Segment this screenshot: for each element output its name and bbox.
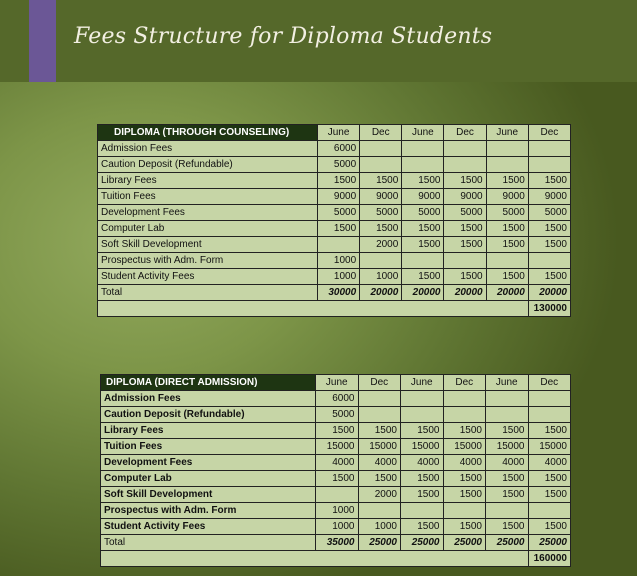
fee-value	[486, 503, 529, 519]
fee-label: Development Fees	[98, 205, 318, 221]
fee-value: 1000	[316, 519, 359, 535]
fee-value	[528, 503, 571, 519]
total-value: 20000	[528, 285, 570, 301]
fee-value: 9000	[360, 189, 402, 205]
fee-value	[443, 503, 486, 519]
fee-label: Prospectus with Adm. Form	[101, 503, 316, 519]
fee-label: Student Activity Fees	[101, 519, 316, 535]
grand-total-value: 130000	[528, 301, 570, 317]
fee-value	[528, 157, 570, 173]
fee-label: Tuition Fees	[101, 439, 316, 455]
fee-value: 1500	[360, 221, 402, 237]
grand-total-value: 160000	[528, 551, 571, 567]
column-header: June	[316, 375, 359, 391]
table-row	[101, 423, 571, 439]
fee-value: 1500	[528, 487, 571, 503]
fee-value: 1500	[444, 269, 486, 285]
total-value: 20000	[486, 285, 528, 301]
total-row	[98, 285, 571, 301]
table-row	[98, 205, 571, 221]
column-header: June	[402, 125, 444, 141]
grand-total-spacer	[98, 301, 529, 317]
fee-label: Caution Deposit (Refundable)	[98, 157, 318, 173]
fee-value: 1500	[486, 237, 528, 253]
fee-value	[443, 391, 486, 407]
fee-value	[444, 157, 486, 173]
fee-value	[316, 487, 359, 503]
fee-value: 1500	[402, 173, 444, 189]
fee-value: 1500	[360, 173, 402, 189]
fee-value: 1500	[402, 269, 444, 285]
fee-value	[360, 253, 402, 269]
fee-value: 4000	[358, 455, 401, 471]
fee-value: 1500	[444, 221, 486, 237]
fee-value: 5000	[318, 205, 360, 221]
fee-value: 9000	[444, 189, 486, 205]
column-header: Dec	[360, 125, 402, 141]
fee-value	[360, 157, 402, 173]
fee-value: 15000	[443, 439, 486, 455]
fee-value	[486, 157, 528, 173]
grand-total-row	[101, 551, 571, 567]
fee-label: Admission Fees	[101, 391, 316, 407]
fee-value: 1000	[316, 503, 359, 519]
total-value: 25000	[401, 535, 444, 551]
table-row	[101, 503, 571, 519]
column-header: Dec	[358, 375, 401, 391]
total-value: 20000	[402, 285, 444, 301]
title-accent	[29, 0, 56, 82]
total-value: 25000	[486, 535, 529, 551]
fee-value: 1500	[486, 173, 528, 189]
fee-label: Prospectus with Adm. Form	[98, 253, 318, 269]
fee-value: 1500	[316, 423, 359, 439]
fee-value: 1500	[528, 221, 570, 237]
fee-value	[486, 391, 529, 407]
fee-value: 1500	[528, 237, 570, 253]
total-value: 35000	[316, 535, 359, 551]
fee-value	[402, 253, 444, 269]
fee-value	[444, 141, 486, 157]
fee-value: 1500	[486, 423, 529, 439]
fees-table-counseling	[97, 124, 571, 317]
table-heading: DIPLOMA (THROUGH COUNSELING)	[98, 125, 318, 141]
fee-value: 5000	[528, 205, 570, 221]
fee-value: 1500	[401, 519, 444, 535]
fee-value	[401, 503, 444, 519]
fee-value: 4000	[401, 455, 444, 471]
fee-value: 5000	[316, 407, 359, 423]
table-row	[98, 221, 571, 237]
fee-value	[486, 407, 529, 423]
table-heading: DIPLOMA (DIRECT ADMISSION)	[101, 375, 316, 391]
table-row	[98, 269, 571, 285]
fee-label: Caution Deposit (Refundable)	[101, 407, 316, 423]
fee-value: 1500	[443, 519, 486, 535]
fee-value	[444, 253, 486, 269]
fee-value	[528, 141, 570, 157]
fee-value: 1500	[358, 423, 401, 439]
column-header: June	[401, 375, 444, 391]
fee-value: 15000	[528, 439, 571, 455]
total-value: 25000	[443, 535, 486, 551]
fee-value: 1500	[401, 487, 444, 503]
fee-value: 1500	[402, 237, 444, 253]
fee-value: 9000	[486, 189, 528, 205]
fee-value	[443, 407, 486, 423]
fee-value: 1500	[443, 423, 486, 439]
column-header: Dec	[444, 125, 486, 141]
fee-value: 2000	[360, 237, 402, 253]
fee-value: 5000	[402, 205, 444, 221]
table-row	[101, 439, 571, 455]
table-row	[101, 407, 571, 423]
fee-value: 1500	[486, 519, 529, 535]
fee-value: 5000	[318, 157, 360, 173]
fee-label: Computer Lab	[101, 471, 316, 487]
fee-value: 1500	[443, 471, 486, 487]
fee-label: Student Activity Fees	[98, 269, 318, 285]
table-row	[101, 455, 571, 471]
fee-value: 9000	[402, 189, 444, 205]
fee-value: 1500	[316, 471, 359, 487]
fee-label: Development Fees	[101, 455, 316, 471]
table-row	[101, 391, 571, 407]
fee-value: 15000	[358, 439, 401, 455]
fee-value: 1500	[486, 471, 529, 487]
column-header: Dec	[528, 125, 570, 141]
table-row	[101, 519, 571, 535]
fee-value	[528, 391, 571, 407]
fee-label: Library Fees	[98, 173, 318, 189]
fee-value: 1500	[444, 237, 486, 253]
fee-value	[401, 407, 444, 423]
fee-label: Computer Lab	[98, 221, 318, 237]
fee-value: 5000	[444, 205, 486, 221]
fee-value	[528, 253, 570, 269]
total-value: 20000	[444, 285, 486, 301]
fee-value	[402, 141, 444, 157]
fee-value: 6000	[316, 391, 359, 407]
fee-value: 1500	[401, 471, 444, 487]
page-title: Fees Structure for Diploma Students	[74, 24, 493, 49]
fee-value: 1500	[528, 471, 571, 487]
table-row	[101, 471, 571, 487]
table-row	[98, 189, 571, 205]
fee-value: 9000	[528, 189, 570, 205]
fee-value	[528, 407, 571, 423]
fee-value: 9000	[318, 189, 360, 205]
fee-value: 2000	[358, 487, 401, 503]
fee-value	[358, 407, 401, 423]
grand-total-spacer	[101, 551, 529, 567]
column-header: June	[318, 125, 360, 141]
fee-label: Soft Skill Development	[98, 237, 318, 253]
table-row	[98, 173, 571, 189]
fee-value: 1500	[443, 487, 486, 503]
fee-value: 4000	[316, 455, 359, 471]
table-row	[98, 253, 571, 269]
fee-value: 1000	[318, 253, 360, 269]
fee-value: 1000	[358, 519, 401, 535]
fee-value: 1500	[318, 173, 360, 189]
total-row	[101, 535, 571, 551]
fee-value: 4000	[443, 455, 486, 471]
fee-value	[401, 391, 444, 407]
fee-value	[360, 141, 402, 157]
fee-value: 1500	[486, 221, 528, 237]
table-row	[98, 157, 571, 173]
fee-value: 1500	[528, 173, 570, 189]
table-header-row	[101, 375, 571, 391]
total-value: 20000	[360, 285, 402, 301]
fee-value: 1500	[486, 269, 528, 285]
fee-value: 15000	[486, 439, 529, 455]
fee-value: 1500	[401, 423, 444, 439]
fee-value: 6000	[318, 141, 360, 157]
fee-value: 4000	[486, 455, 529, 471]
fee-value: 4000	[528, 455, 571, 471]
fees-table-direct-admission	[100, 374, 571, 567]
fee-value	[486, 141, 528, 157]
table-row	[101, 487, 571, 503]
fee-value	[358, 503, 401, 519]
column-header: Dec	[443, 375, 486, 391]
fee-value: 1500	[486, 487, 529, 503]
fee-value: 1000	[360, 269, 402, 285]
fee-label: Admission Fees	[98, 141, 318, 157]
total-value: 25000	[528, 535, 571, 551]
total-label: Total	[98, 285, 318, 301]
column-header: Dec	[528, 375, 571, 391]
total-value: 30000	[318, 285, 360, 301]
grand-total-row	[98, 301, 571, 317]
fee-value: 1500	[528, 269, 570, 285]
table-row	[98, 141, 571, 157]
fee-label: Soft Skill Development	[101, 487, 316, 503]
fee-value: 1500	[402, 221, 444, 237]
fee-label: Tuition Fees	[98, 189, 318, 205]
total-value: 25000	[358, 535, 401, 551]
fee-value: 5000	[360, 205, 402, 221]
column-header: June	[486, 125, 528, 141]
fee-value: 15000	[401, 439, 444, 455]
fee-value	[318, 237, 360, 253]
fee-label: Library Fees	[101, 423, 316, 439]
table-row	[98, 237, 571, 253]
column-header: June	[486, 375, 529, 391]
fee-value	[358, 391, 401, 407]
fee-value: 5000	[486, 205, 528, 221]
fee-value: 15000	[316, 439, 359, 455]
total-label: Total	[101, 535, 316, 551]
fee-value: 1000	[318, 269, 360, 285]
fee-value: 1500	[528, 519, 571, 535]
fee-value: 1500	[528, 423, 571, 439]
fee-value: 1500	[358, 471, 401, 487]
fee-value	[486, 253, 528, 269]
fee-value	[402, 157, 444, 173]
fee-value: 1500	[444, 173, 486, 189]
fee-value: 1500	[318, 221, 360, 237]
table-header-row	[98, 125, 571, 141]
